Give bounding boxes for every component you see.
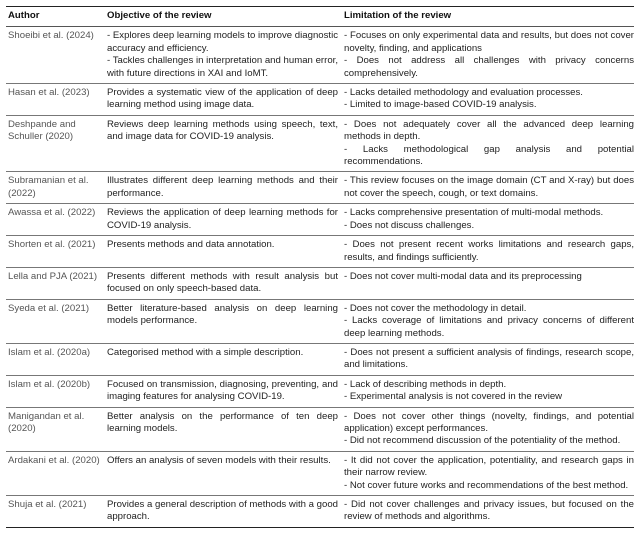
objective-cell <box>107 115 344 172</box>
limitation-cell <box>344 299 634 343</box>
table-row <box>6 115 634 172</box>
limitation-cell <box>344 343 634 375</box>
objective-cell <box>107 236 344 268</box>
table-row <box>6 451 634 495</box>
limitation-line: - Does not address all challenges with privacy concerns comprehensively. <box>344 55 634 79</box>
limitation-line: - Does not discuss challenges. <box>344 219 475 231</box>
objective-cell <box>107 407 344 451</box>
objective-cell <box>107 496 344 528</box>
objective-line: Offers an analysis of seven models with their results. <box>107 454 331 466</box>
limitation-line: - Lacks coverage of limitations and privacy concerns of different deep learning methods. <box>344 315 634 339</box>
limitation-cell <box>344 84 634 116</box>
limitation-line: - It did not cover the application, potentiality, and research gaps in their narrow review. <box>344 454 634 479</box>
author-cell: Islam et al. (2020b) <box>6 375 107 407</box>
objective-line: Better analysis on the performance of ten deep learning models. <box>107 410 338 434</box>
objective-line: Presents methods and data annotation. <box>107 239 275 251</box>
limitation-cell <box>344 496 634 528</box>
limitation-line: - Does not adequately cover all the advanced deep learning methods in depth. <box>344 118 634 143</box>
table-row <box>6 172 634 204</box>
objective-line: Provides a systematic view of the application of deep learning method using image data. <box>107 87 338 111</box>
review-comparison-table-container <box>6 6 634 528</box>
author-cell: Islam et al. (2020a) <box>6 343 107 375</box>
author-cell: Awassa et al. (2022) <box>6 204 107 236</box>
limitation-line: - Did not cover challenges and privacy issues, but focused on the review of methods and algorithms. <box>344 499 634 523</box>
table-row <box>6 343 634 375</box>
objective-line: Provides a general description of methods with a good approach. <box>107 499 338 523</box>
header-row <box>6 7 634 27</box>
author-cell: Manigandan et al. (2020) <box>6 407 107 451</box>
table-body <box>6 27 634 527</box>
limitation-line: - Lacks detailed methodology and evaluation processes. <box>344 87 583 99</box>
objective-cell <box>107 84 344 116</box>
objective-line: Illustrates different deep learning methods and their performance. <box>107 175 338 199</box>
objective-line: Presents different methods with result analysis but focused on only speech-based data. <box>107 270 338 295</box>
limitation-line: - Not cover future works and recommendations of the best method. <box>344 479 629 491</box>
objective-cell <box>107 204 344 236</box>
objective-line: Categorised method with a simple description. <box>107 346 304 358</box>
limitation-cell <box>344 267 634 299</box>
limitation-line: - Does not cover other things (novelty, findings, and potential application) except performances. <box>344 410 634 434</box>
table-row <box>6 84 634 116</box>
table-row <box>6 496 634 528</box>
limitation-line: - Does not present a sufficient analysis of findings, research scope, and limitations. <box>344 346 634 371</box>
author-cell: Shuja et al. (2021) <box>6 496 107 528</box>
table-row <box>6 236 634 268</box>
limitation-line: - Experimental analysis is not covered in the review <box>344 391 563 403</box>
objective-cell <box>107 375 344 407</box>
limitation-cell <box>344 172 634 204</box>
objective-cell <box>107 267 344 299</box>
limitation-line: - Does not present recent works limitations and research gaps, results, and findings sufficiently. <box>344 239 634 263</box>
limitation-line: - Did not recommend discussion of the potentiality of the method. <box>344 435 621 447</box>
objective-line: Reviews the application of deep learning methods for COVID-19 analysis. <box>107 207 338 231</box>
objective-line: Focused on transmission, diagnosing, preventing, and imaging features for analysing COVID-19. <box>107 378 338 403</box>
table-row <box>6 27 634 84</box>
objective-line: Reviews deep learning methods using speech, text, and image data for COVID-19 analysis. <box>107 118 338 143</box>
table-row <box>6 267 634 299</box>
header-author: Author <box>6 7 107 27</box>
objective-cell <box>107 172 344 204</box>
limitation-cell <box>344 451 634 495</box>
objective-line: - Tackles challenges in interpretation and human error, with future directions in XAI and IoMT. <box>107 55 338 79</box>
limitation-cell <box>344 236 634 268</box>
objective-line: Better literature-based analysis on deep learning models performance. <box>107 302 338 327</box>
limitation-line: - Does not cover multi-modal data and its preprocessing <box>344 270 582 282</box>
review-comparison-table <box>6 6 634 528</box>
objective-cell <box>107 343 344 375</box>
header-objective: Objective of the review <box>107 7 344 27</box>
author-cell: Ardakani et al. (2020) <box>6 451 107 495</box>
header-limitation: Limitation of the review <box>344 7 634 27</box>
limitation-cell <box>344 27 634 84</box>
limitation-line: - Lack of describing methods in depth. <box>344 378 507 390</box>
author-cell: Subramanian et al. (2022) <box>6 172 107 204</box>
author-cell: Hasan et al. (2023) <box>6 84 107 116</box>
author-cell: Lella and PJA (2021) <box>6 267 107 299</box>
objective-line: - Explores deep learning models to improve diagnostic accuracy and efficiency. <box>107 30 338 54</box>
author-cell: Shoeibi et al. (2024) <box>6 27 107 84</box>
table-row <box>6 407 634 451</box>
table-row <box>6 299 634 343</box>
limitation-cell <box>344 407 634 451</box>
limitation-line: - Lacks comprehensive presentation of multi-modal methods. <box>344 207 604 219</box>
limitation-line: - Limited to image-based COVID-19 analysis. <box>344 99 537 111</box>
objective-cell <box>107 27 344 84</box>
limitation-cell <box>344 115 634 172</box>
limitation-line: - Does not cover the methodology in detail. <box>344 302 527 314</box>
limitation-cell <box>344 204 634 236</box>
limitation-line: - Focuses on only experimental data and results, but does not cover novelty, finding, and applications <box>344 30 634 54</box>
objective-cell <box>107 299 344 343</box>
table-row <box>6 204 634 236</box>
author-cell: Shorten et al. (2021) <box>6 236 107 268</box>
author-cell: Deshpande and Schuller (2020) <box>6 115 107 172</box>
table-row <box>6 375 634 407</box>
limitation-cell <box>344 375 634 407</box>
table-header <box>6 7 634 27</box>
author-cell: Syeda et al. (2021) <box>6 299 107 343</box>
limitation-line: - This review focuses on the image domain (CT and X-ray) but does not cover the speech, cough, or text domains. <box>344 175 634 199</box>
limitation-line: - Lacks methodological gap analysis and potential recommendations. <box>344 143 634 168</box>
objective-cell <box>107 451 344 495</box>
